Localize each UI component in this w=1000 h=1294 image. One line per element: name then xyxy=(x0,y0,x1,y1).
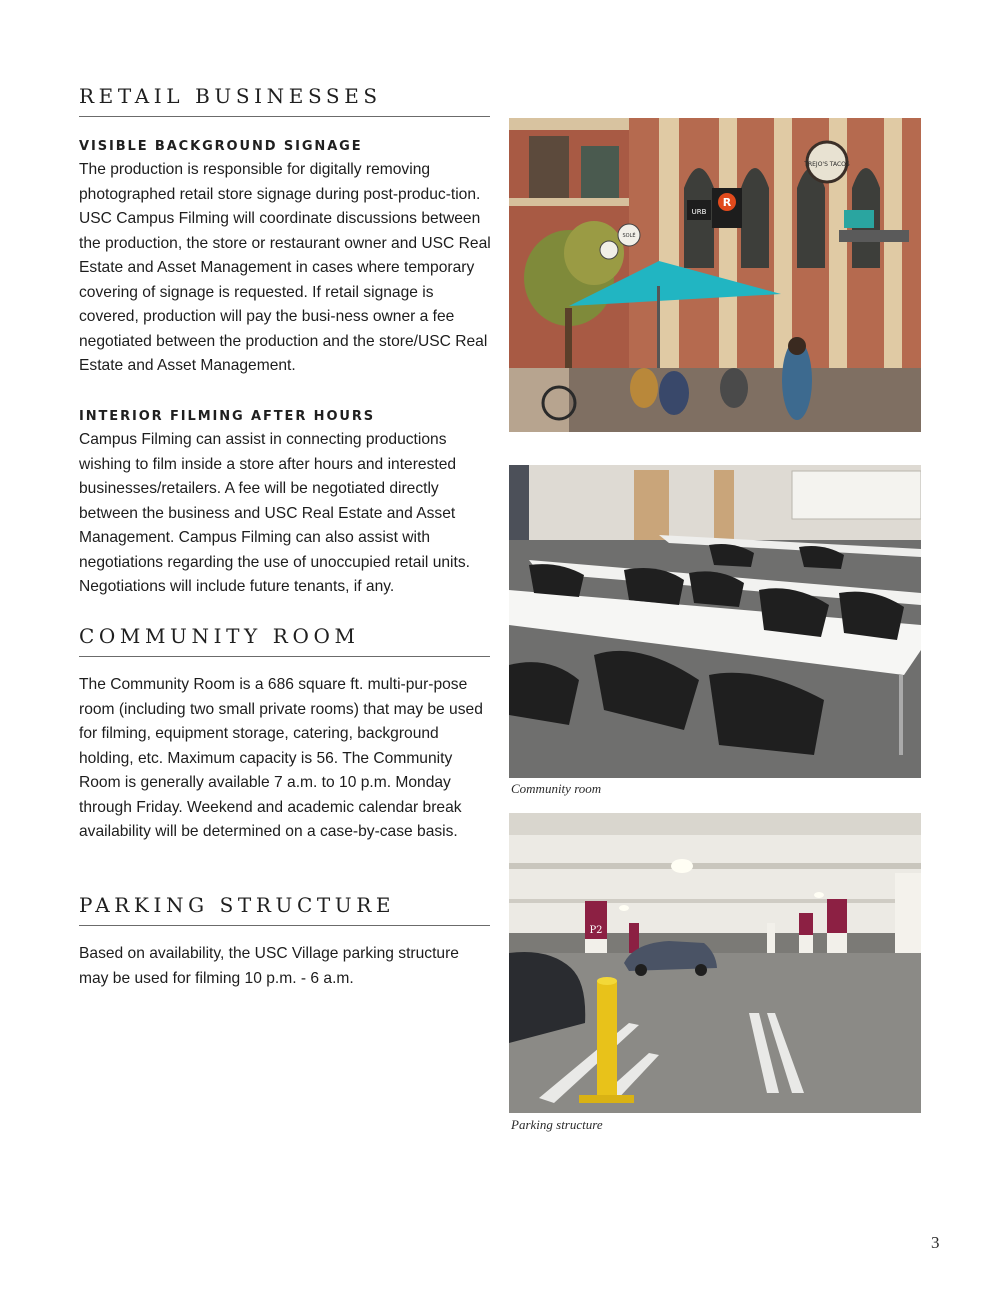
page-number: 3 xyxy=(931,1233,940,1252)
community-room-caption: Community room xyxy=(511,781,602,796)
parking-structure-caption: Parking structure xyxy=(511,1117,603,1132)
retail-street-photo xyxy=(509,118,921,432)
visible-background-signage-heading: VISIBLE BACKGROUND SIGNAGE xyxy=(79,139,363,154)
interior-filming-heading: INTERIOR FILMING AFTER HOURS xyxy=(79,409,376,424)
community-room-text: The Community Room is a 686 square ft. multi-pur-pose room (including two small private rooms) that may be used for filming, equipment storage, catering, background holding, etc. Maximum capacity is 56. The Community Room is generally available 7 a.m. to 10 p.m. Monday through Friday. Weekend and academic calendar break availability will be determined on a case-by-case basis. xyxy=(79,676,483,840)
parking-structure-photo xyxy=(509,813,921,1113)
retail-businesses-heading: RETAIL BUSINESSES xyxy=(79,84,490,117)
r-sign-letter: R xyxy=(722,196,732,209)
trejos-tacos-sign: TREJO'S TACOS xyxy=(804,161,850,168)
visible-background-signage-text: The production is responsible for digitally removing photographed retail store signage during post-produc-tion. USC Campus Filming will coordinate discussions between the production, the store or restaurant owner and USC Real Estate and Asset Management in cases where temporary covering of signage is requested. If retail signage is covered, production will pay the busi-ness owner a fee negotiated between the production and the store/USC Real Estate and Asset Management. xyxy=(79,161,491,374)
community-room-photo xyxy=(509,465,921,778)
urb-sign: URB xyxy=(691,208,707,216)
interior-filming-text: Campus Filming can assist in connecting productions wishing to film inside a store after hours and interested businesses/retailers. A fee will be negotiated directly between the business and USC Real Estate and Asset Management. Campus Filming can also assist with negotiations regarding the use of unoccupied retail units. Negotiations will include future tenants, if any. xyxy=(79,431,470,595)
parking-level-label: P2 xyxy=(589,925,603,936)
parking-structure-text: Based on availability, the USC Village parking structure may be used for filming 10 p.m. - 6 a.m. xyxy=(79,945,459,987)
community-room-heading: COMMUNITY ROOM xyxy=(79,624,490,657)
sole-sign: SOLÉ xyxy=(622,233,636,239)
parking-structure-heading: PARKING STRUCTURE xyxy=(79,893,490,926)
